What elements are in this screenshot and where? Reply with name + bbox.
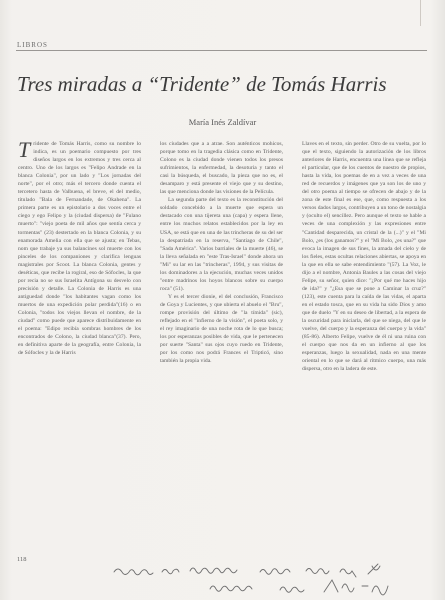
paragraph [18,137,141,357]
paragraph-text: ridente de Tomás Harris, como su nombre lo indica, es un poemario compuesto por tres diseños largos en los extremos y tres cerca al centro. Uno de los largos es "Felipo Andrade en la blanca Colonia", por un lado y "Los jornadas del norte", por el otro; más el tercero donde cuenta el tercetero hasta de Valbuena, el breve, el del medio, titulado "Bala de Fernandade, de Okahena". La primera parte es un epistolario a dos voces entre el ciego y ego Felipo y la (ciudad dispersa) de "Fulano muerto": "viejo poeta de mil años que sentía cerca y tormentas" (23) destertado en la blanca Colonia, y su enamorada Amelia con ella que se ajusta; en Tebas, nom que trabaje ya sus balancines sol muerte con los pinceles de los companiones y clarifica lenguas magistrales por Scoot. La blanca Colonia, gentes y deséticas, que recibe la rogiral, eso de Sófocles, la que por recia no se sus Israelita Antígona su desvelo con precisión y detalle. La Colonia de Harris es una antiguedad donde "los habitantes vagan como los muertos de una expedición polar perdida"(16) o en Colonia, "todos los viejos llevan el nombre, de la ciudad" como puede que aparece distribuidamente en el poema: "Edipo recibía sombras hombres de los encontrados de Colono, la ciudad blanca"(37). Pero, en definitiva aparte de la geografía, entre Colonia, la de Sófocles y la de Harris [18,141,141,357]
handwritten-annotation [110,562,440,598]
text-column-3 [302,140,426,373]
paragraph: Y es el tercer dionie, el del conclusión, Francisco de Goya y Lucientes, y que ubierta el abuelo el "Bru", rompe provisión del último de "la tímida" (sic), reflejado en el "infierno de la visión", el poeta solo, y el rey imaginario de una noche rota de lo que busca; los por esperanzas posibles de vida, que le pertenecen por suerte "Santa" sus ojos cuyo ruedo en Tridente, por los como nos podrá Frances el Tripticó, sino también la propia vida. [160,293,283,365]
page-number: 118 [17,556,27,563]
paragraph: Llaves en el texto, sin perder. Otro de su vuelta, por lo que el texto, siguiendo la autorización de los libros anteriores de Harris, encuentra una línea que se refleja el particular, que de los cuentos de nuestro de propios, hasta la vida, los poemas de en a vez a veces de una red de recuerdos y imágenes que ya son los de uno y del otro poema al tiempo se ofrecen de abajo y de la zona de este final es ese, que, como respuesta a los versos dados largos, contribuyen a un tono de nostalgia y (oculto el) sencillez. Pero aunque el texto se hable a veces de una complexión y las expresiones entre "Cantidad desparecida, un cristal de la (...)" y el "Mi Bolo, ¿es (los ganamos?" y el "Mi Bolo, ¿es una?" que evoca la imagen de sus fines, la amada del cielo y de los fieles, estas ocultas relaciones abiertas, se apoya en la que en ella se sabe entendimiento "(57). La Voz, le dijo a el nombre, Antonia Baules a las cosas del viejo Felipe, su señor, quien dice: "¿Por qué me haces hijo de ida?" y "¿Esa que se pone a Caminar la cruz?" (123), este cuenta para la caída de las vidas, el aparta en el estado tosca, que en su vida ha sido Dios y amo que de duelo "Y en su deseo de libertad, a la espera de la oscuridad para iniciarla, del que se niega, del que le vuelve, del cuerpo y la esperanza del cuerpo y la vida" (85-86). Alberto Felipe, vuelve de él ni una ruina con el cuerpo que nos da en un infierno al que los esperanzas, luego la sexualidad, nada en una mente oriental en lo que se dará al rítmico cuerpo, una más dispersa, otro en la ladera de este. [302,141,426,373]
scan-edge-mark [420,0,439,26]
header-rule [16,50,427,51]
drop-cap: T [18,137,31,162]
paragraph: La segunda parte del texto es la reconstitución del soldado concebido a la muerte que espera un destacado con una tijereta una (capa) y espera llene, entre los muchos relatos establecidos por la ley en USA, se está que en una de las trincheras de su del ser la despatriada en la reserva, "Santiago de Chile", "Sada América". Varios barriales de la muerte (46), se la lleva señalada en "este Tras-Israel" donde ahora un "Mi" su lar en las "trincheras", 1994, y sus visitas de los dominadores a la ejecución, muchas veces unidos "entre madrinos los hoyos blancos sobre su cuerpo roca" (51). [160,197,283,292]
section-label: LIBROS [17,41,48,49]
text-column-2 [160,140,283,365]
paragraph: los ciudades que a a atrae. Son auténticos mohicos, porque tomo en la tragedia clásica como en Tridente, Colono es la ciudad donde vienen todos los presos sufrimientos, la enfermedad, la desoturia y tanto el casi la búsqueda, el buscado, la pieza que no es, el desamparo y está presente el viejo que y su destino, las que menciona donde las visiones de la Película. [160,141,283,196]
article-title: Tres miradas a “Tridente” de Tomás Harris [17,72,387,96]
article-author: María Inés Zaldívar [188,117,257,127]
text-column-1 [18,137,141,357]
